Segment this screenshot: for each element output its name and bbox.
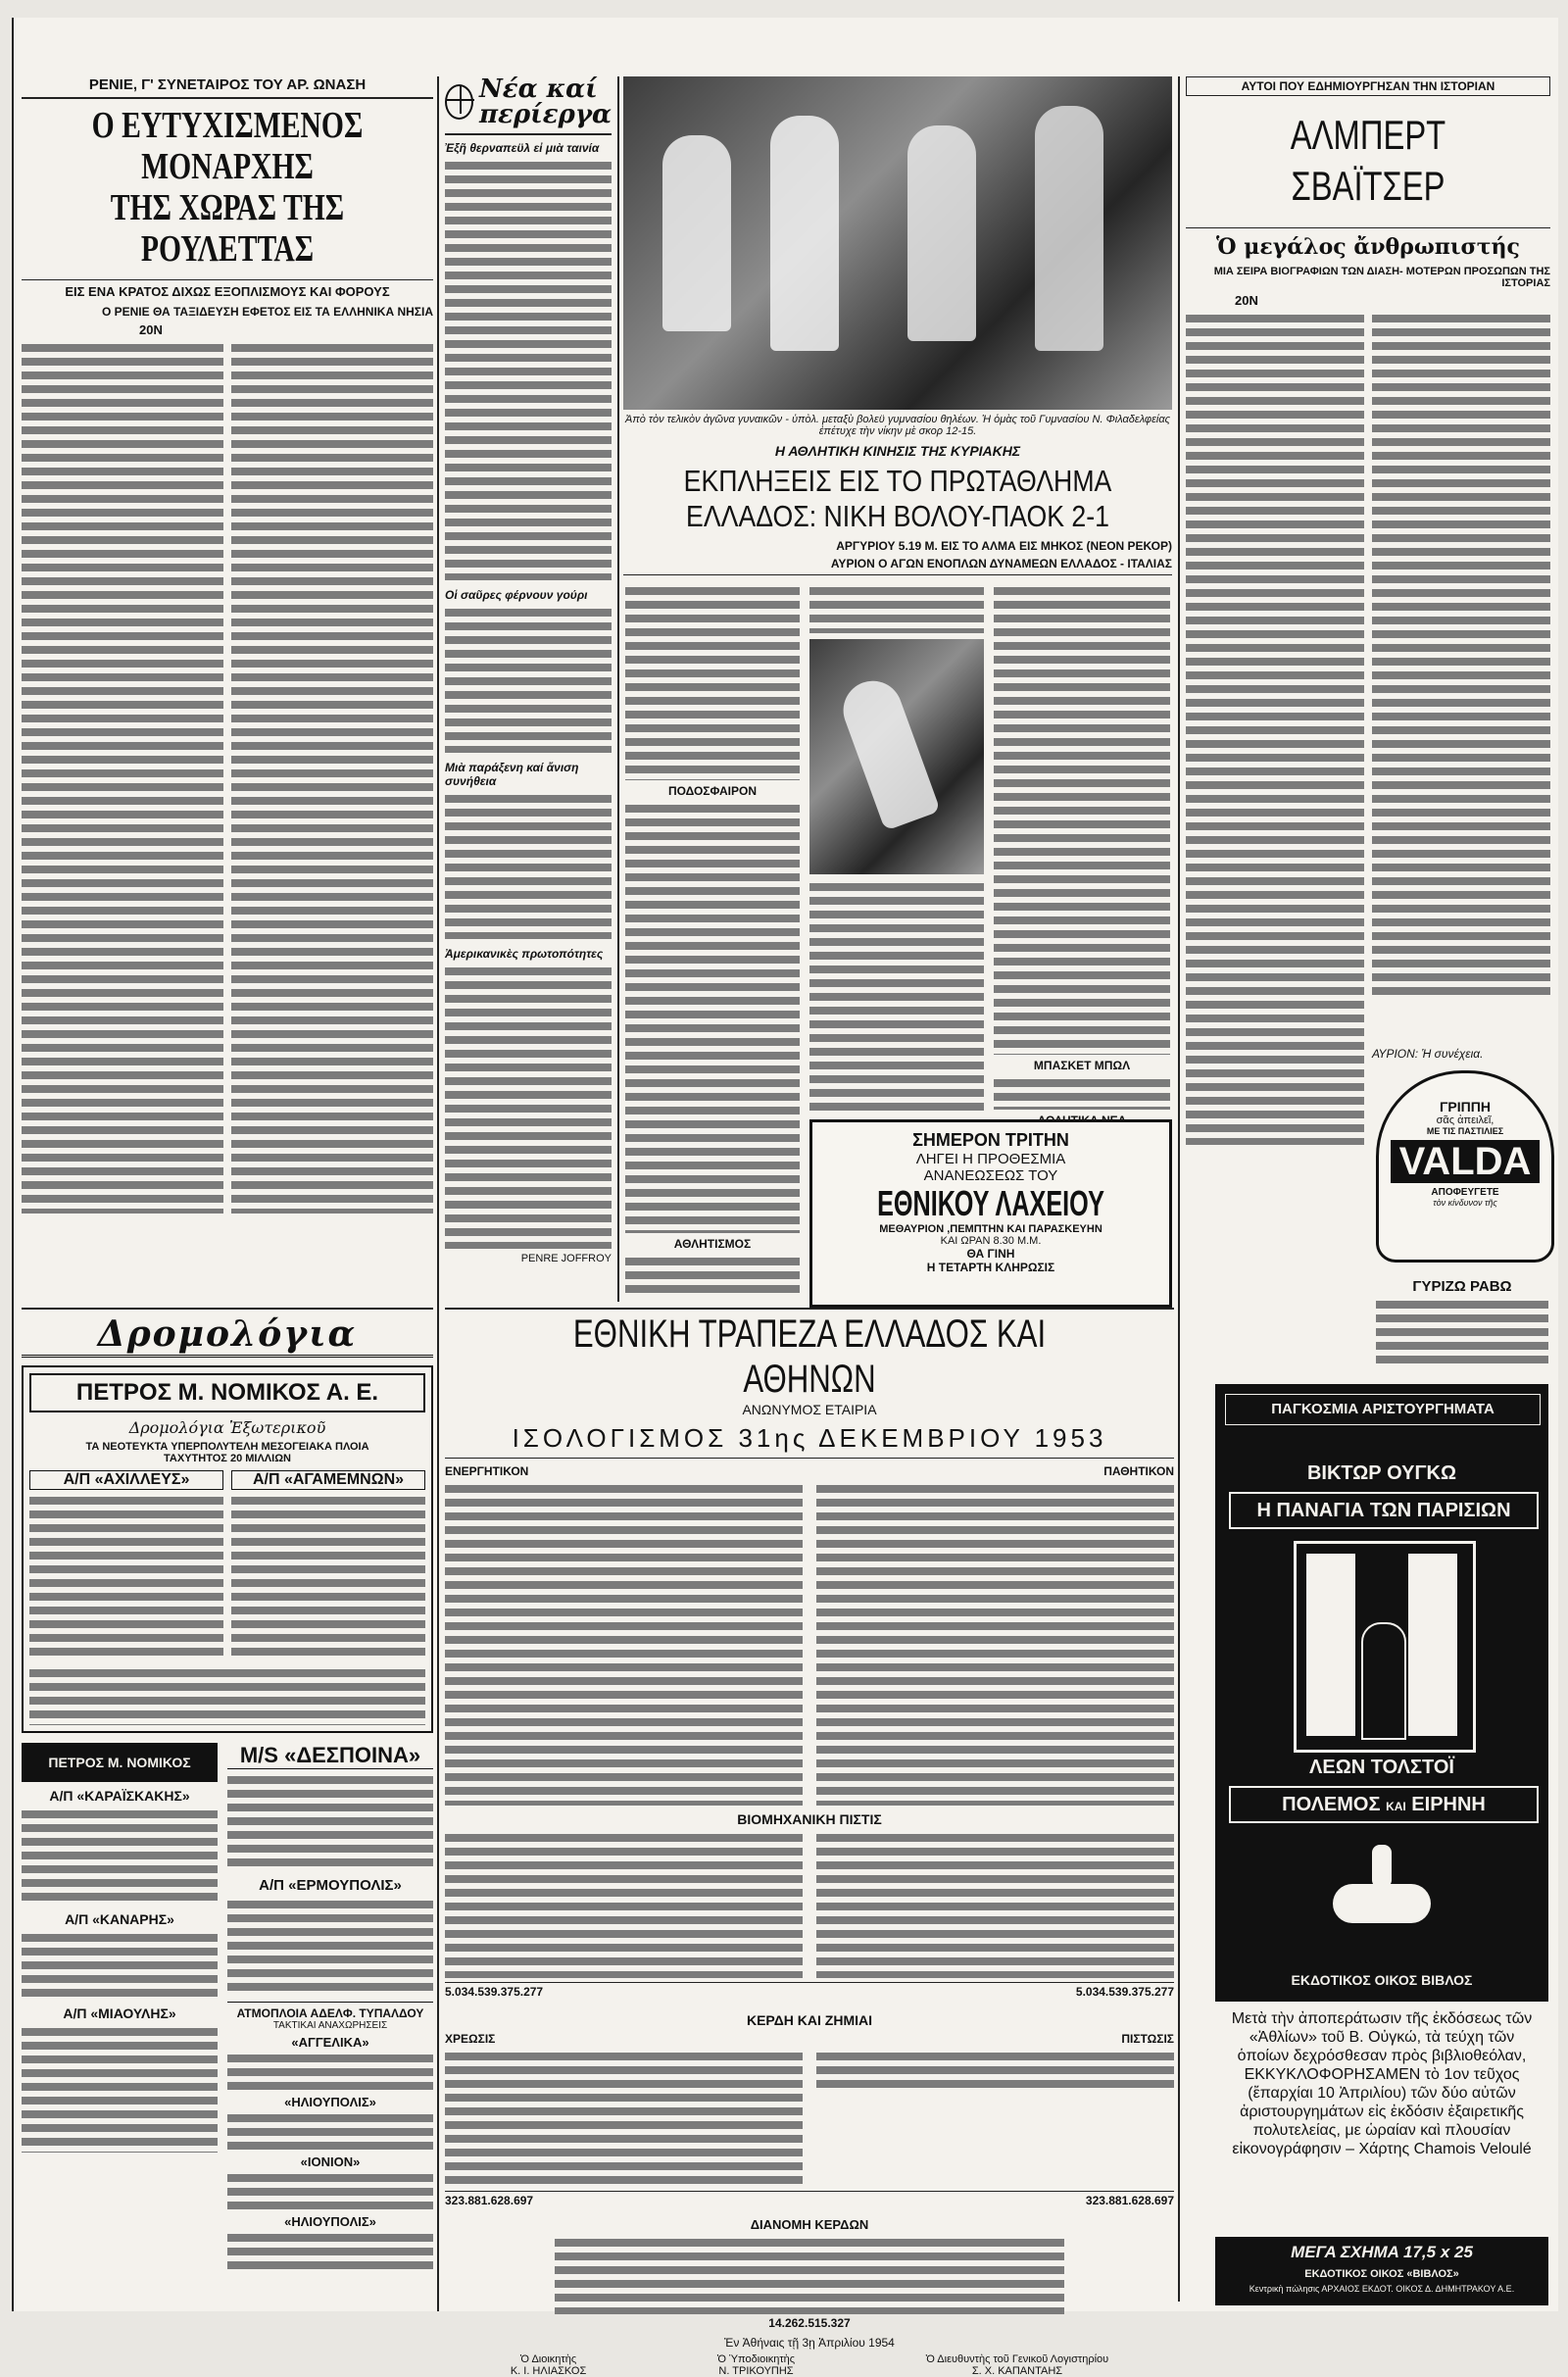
sports-text <box>625 584 800 780</box>
sports-text <box>994 1076 1170 1110</box>
ship-schedule <box>231 1494 425 1660</box>
bank-title: ΕΘΝΙΚΗ ΤΡΑΠΕΖΑ ΕΛΛΑΔΟΣ ΚΑΙ ΑΘΗΝΩΝ <box>572 1312 1047 1401</box>
article-subtitle: Ὁ μεγάλος ἄνθρωπιστής <box>1186 227 1550 260</box>
signatory-role: Ὁ Ὑποδιοικητὴς <box>716 2353 796 2365</box>
lottery-line: ΣΗΜΕΡΟΝ ΤΡΙΤΗΝ <box>912 1130 1069 1150</box>
cathedral-icon <box>1294 1541 1476 1753</box>
column-rule <box>437 76 439 1302</box>
debits-heading: ΧΡΕΩΣΙΣ <box>445 2032 496 2046</box>
assets-entries <box>445 1482 803 1806</box>
ship-schedule <box>227 2111 433 2151</box>
ship-name: Μ/S «ΔΕΣΠΟΙΝΑ» <box>227 1743 433 1769</box>
column-brand-line1: Νέα καί <box>479 74 598 104</box>
industrial-entries <box>816 1831 1174 1978</box>
pl-entries <box>816 2050 1174 2089</box>
sports-text <box>809 880 984 1115</box>
ship-schedule <box>22 1931 218 2000</box>
article-body-text <box>1186 312 1364 1145</box>
signatory-name: Κ. Ι. ΗΛΙΑΣΚΟΣ <box>510 2365 587 2377</box>
signatory-role: Ὁ Διευθυντὴς τοῦ Γενικοῦ Λογιστηρίου <box>925 2353 1109 2365</box>
valda-text: ΑΠΟΦΕΥΓΕΤΕ <box>1431 1187 1499 1198</box>
valda-text: ΓΡΙΠΠΗ <box>1440 1099 1491 1114</box>
book-ad <box>1215 1384 1548 2305</box>
horseman-icon <box>1303 1835 1460 1953</box>
book-banner: ΠΑΓΚΟΣΜΙΑ ΑΡΙΣΤΟΥΡΓΗΜΑΤΑ <box>1225 1394 1541 1425</box>
sports-subhead: ΑΘΛΗΤΙΣΜΟΣ <box>673 1237 752 1251</box>
section-rule <box>22 1308 433 1310</box>
ship-schedule <box>22 1808 218 1906</box>
ship-name: Α/Π «ΑΓΑΜΕΜΝΩΝ» <box>231 1470 425 1490</box>
sports-subhead: ΠΟΔΟΣΦΑΙΡΟΝ <box>667 784 758 798</box>
photo-caption: Ἀπὸ τὸν τελικὸν ἀγῶνα γυναικῶν - ὑπὸλ. μεταξὺ βολεϋ γυμνασίου θηλέων. Ἡ ὁμὰς τοῦ Γυμνασίου Ν. Φιλαδελφείας ἐπέτυχε τὴν νίκην μὲ σκορ 12-15. <box>625 414 1170 437</box>
nomikos-banner: ΠΕΤΡΟΣ Μ. ΝΟΜΙΚΟΣ <box>22 1743 218 1782</box>
lottery-line: Η ΤΕΤΑΡΤΗ ΚΛΗΡΩΣΙΣ <box>926 1261 1055 1274</box>
article-body-text <box>22 341 223 1213</box>
ship-name: Α/Π «ΑΧΙΛΛΕΥΣ» <box>29 1470 223 1490</box>
curiosity-heading: Οἱ σαῦρες φέρνουν γούρι <box>445 588 588 602</box>
liabilities-heading: ΠΑΘΗΤΙΚΟΝ <box>1103 1464 1174 1478</box>
distribution-total: 14.262.515.327 <box>768 2316 851 2330</box>
column-brand-line2: περίεργα <box>479 100 612 129</box>
signatory-name: Ν. ΤΡΙΚΟΥΠΗΣ <box>718 2365 794 2377</box>
article-title-line2: ΤΗΣ ΧΩΡΑΣ ΤΗΣ ΡΟΥΛΕΤΤΑΣ <box>110 187 345 270</box>
credits-heading: ΠΙΣΤΩΣΙΣ <box>1121 2032 1174 2046</box>
lottery-line: ΑΝΑΝΕΩΣΕΩΣ ΤΟΥ <box>923 1167 1058 1184</box>
ship-name: «ΑΓΓΕΛΙΚΑ» <box>291 2035 369 2050</box>
classified-title: ΓΥΡΙΖΩ ΡΑΒΩ <box>1412 1278 1512 1295</box>
article-subtitle: ΕΙΣ ΕΝΑ ΚΡΑΤΟΣ ΔΙΧΩΣ ΕΞΟΠΛΙΣΜΟΥΣ ΚΑΙ ΦΟΡΟΥΣ <box>22 279 433 299</box>
sports-subhead: ΜΠΑΣΚΕΤ ΜΠΩΛ <box>1033 1059 1131 1072</box>
signatory-role: Ὁ Διοικητὴς <box>519 2353 577 2365</box>
book-size: ΜΕΓΑ ΣΧΗΜΑ 17,5 x 25 <box>1291 2243 1473 2261</box>
curiosity-text <box>445 159 612 580</box>
curiosity-text <box>445 965 612 1249</box>
article-title-line1: Ο ΕΥΤΥΧΙΣΜΕΝΟΣ ΜΟΝΑΡΧΗΣ <box>91 105 364 187</box>
routes-heading: Δρομολόγια Ἐξωτερικοῦ <box>128 1418 326 1437</box>
article-byline: 20Ν <box>139 322 163 337</box>
article-kicker: ΑΥΤΟΙ ΠΟΥ ΕΔΗΜΙΟΥΡΓΗΣΑΝ ΤΗΝ ΙΣΤΟΡΙΑΝ <box>1186 76 1550 96</box>
ship-name: «ΗΛΙΟΥΠΟΛΙΣ» <box>284 2214 376 2229</box>
column-signature: PENRE JOFFROY <box>520 1253 612 1264</box>
ship-schedule <box>227 2052 433 2091</box>
section-heading: ΚΕΡΔΗ ΚΑΙ ΖΗΜΙΑΙ <box>746 2012 873 2028</box>
article-kicker: ΡΕΝΙΕ, Γ' ΣΥΝΕΤΑΙΡΟΣ ΤΟΥ ΑΡ. ΩΝΑΣΗ <box>22 76 433 99</box>
section-rule <box>445 1308 1174 1310</box>
book-title-part: ΕΙΡΗΝΗ <box>1411 1794 1486 1815</box>
balance-total: 5.034.539.375.277 <box>445 1985 544 1999</box>
book-title-part: Η ΠΑΝΑΓΙΑ <box>1256 1500 1365 1521</box>
book-description: Μετὰ τὴν ἀποπεράτωσιν τῆς ἐκδόσεως τῶν «Ἀθλίων» τοῦ Β. Οὐγκώ, τὰ τεύχη τῶν ὁποίων δεχρόσθεσαν πρὸς βιβλιοθεόλαν, ΕΚΚΥΚΛΟΦΟΡΗΣΑΜΕΝ τὸ 1ον τεῦχος (ἔπαρχίαι 10 Ἀπριλίου) τῶν δύο αὐτῶν ἀριστουργημάτων εἰς ἐκδόσιν ἐξαιρετικῆς πολυτελείας, με ὡραίαν καὶ πλουσίαν εἰκονογράφησιν – Χάρτης Chamois Veloulé <box>1215 2002 1548 2237</box>
ship-schedule <box>227 2231 433 2270</box>
book-footer: Κεντρικὴ πώλησις ΑΡΧΑΙΟΣ ΕΚΔΟΤ. ΟΙΚΟΣ Δ. ΔΗΜΗΤΡΑΚΟΥ Α.Ε. <box>1249 2284 1515 2294</box>
column-rule <box>617 76 619 1302</box>
book-title-part: ΤΩΝ ΠΑΡΙΣΙΩΝ <box>1369 1500 1511 1521</box>
section-heading: ΒΙΟΜΗΧΑΝΙΚΗ ΠΙΣΤΙΣ <box>737 1811 882 1827</box>
curiosity-heading: Μιὰ παράξενη καί ἄνιση συνήθεια <box>445 761 579 788</box>
bank-subtitle: ΑΝΩΝΥΜΟΣ ΕΤΑΙΡΙΑ <box>742 1402 877 1417</box>
book-title <box>1229 1492 1539 1529</box>
nomikos-ad <box>22 1365 433 1733</box>
ship-notes <box>29 1666 425 1725</box>
lottery-line: ΘΑ ΓΙΝΗ <box>966 1247 1015 1261</box>
article-deck: Ο ΡΕΝΙΕ ΘΑ ΤΑΞΙΔΕΥΣΗ ΕΦΕΤΟΣ ΕΙΣ ΤΑ ΕΛΛΗΝΙΚΑ ΝΗΣΙΑ <box>101 305 433 319</box>
company-name: ΑΤΜΟΠΛΟΙΑ ΑΔΕΛΦ. ΤΥΠΑΛΔΟΥ <box>227 2002 433 2020</box>
company-name: ΠΕΤΡΟΣ Μ. ΝΟΜΙΚΟΣ Α. Ε. <box>29 1373 425 1412</box>
column-rule <box>437 1302 439 2311</box>
curiosity-heading: Ἐξῆ θερναπεϋλ εἰ μιὰ ταινία <box>445 141 600 155</box>
valda-ad <box>1376 1070 1554 1263</box>
tagline: ΤΑΧΥΤΗΤΟΣ 20 ΜΙΛΛΙΩΝ <box>164 1453 291 1464</box>
column-rule <box>1178 76 1180 2302</box>
bank-balance-sheet <box>445 1312 1174 2377</box>
ship-schedule <box>227 2171 433 2210</box>
sports-text <box>994 584 1170 1055</box>
sports-photo <box>623 76 1172 410</box>
ship-schedule <box>227 1773 433 1871</box>
valda-text: σᾶς ἀπειλεῖ, <box>1436 1114 1494 1126</box>
ship-name: Α/Π «ΜΙΑΟΥΛΗΣ» <box>63 2006 176 2021</box>
pl-total: 323.881.628.697 <box>445 2194 534 2207</box>
valda-brand: VALDA <box>1391 1140 1540 1183</box>
sports-title-line1: ΕΚΠΛΗΞΕΙΣ ΕΙΣ ΤΟ ΠΡΩΤΑΘΛΗΜΑ <box>683 464 1112 498</box>
ship-name: Α/Π «ΚΑΝΑΡΗΣ» <box>65 1911 174 1927</box>
ship-schedule <box>29 1494 223 1660</box>
lottery-line: ΚΑΙ ΩΡΑΝ 8.30 Μ.Μ. <box>940 1235 1042 1247</box>
lottery-title: ΕΘΝΙΚΟΥ ΛΑΧΕΙΟΥ <box>877 1183 1104 1223</box>
lottery-ad <box>809 1119 1172 1308</box>
bank-place-date: Ἐν Ἀθήναις τῇ 3ῃ Ἀπριλίου 1954 <box>724 2336 895 2350</box>
curiosity-text <box>445 792 612 939</box>
article-deck: ΜΙΑ ΣΕΙΡΑ ΒΙΟΓΡΑΦΙΩΝ ΤΩΝ ΔΙΑΣΗ- ΜΟΤΕΡΩΝ ΠΡΟΣΩΠΩΝ ΤΗΣ ΙΣΤΟΡΙΑΣ <box>1213 266 1550 289</box>
article-body-text <box>1372 312 1550 998</box>
balance-title: ΙΣΟΛΟΓΙΣΜΟΣ 31ης ΔΕΚΕΜΒΡΙΟΥ 1953 <box>445 1423 1174 1459</box>
section-heading: ΔΙΑΝΟΜΗ ΚΕΡΔΩΝ <box>750 2217 869 2232</box>
article-title: ΑΛΜΠΕΡΤ ΣΒΑΪΤΣΕΡ <box>1290 112 1446 209</box>
book-publisher: ΕΚΔΟΤΙΚΟΣ ΟΙΚΟΣ ΒΙΒΛΟΣ <box>1291 1972 1473 1988</box>
industrial-entries <box>445 1831 803 1978</box>
lottery-line: ΜΕΘΑΥΡΙΟΝ ,ΠΕΜΠΤΗΝ ΚΑΙ ΠΑΡΑΣΚΕΥΗΝ <box>879 1223 1102 1235</box>
ship-schedule <box>22 2025 218 2153</box>
schedules-header: Δρομολόγια <box>22 1313 433 1358</box>
monaco-article <box>22 76 433 1213</box>
classified-text <box>1376 1298 1548 1366</box>
sports-text <box>625 1255 800 1298</box>
book-title <box>1229 1786 1539 1823</box>
continued-note: ΑΥΡΙΟΝ: Ἡ συνέχεια. <box>1372 1047 1484 1061</box>
valda-text: τὸν κίνδυνον τῆς <box>1433 1198 1497 1208</box>
ship-name: Α/Π «ΕΡΜΟΥΠΟΛΙΣ» <box>259 1877 402 1894</box>
sports-deck1: ΑΡΓΥΡΙΟΥ 5.19 Μ. ΕΙΣ ΤΟ ΑΛΜΑ ΕΙΣ ΜΗΚΟΣ (ΝΕΟΝ ΡΕΚΟΡ) <box>836 539 1172 553</box>
ship-name: «ΙΟΝΙΟΝ» <box>300 2154 361 2169</box>
newspaper-page <box>12 18 1558 2377</box>
distribution-entries <box>555 2236 1064 2314</box>
sports-title-line2: ΕΛΛΑΔΟΣ: ΝΙΚΗ ΒΟΛΟΥ-ΠΑΟΚ 2-1 <box>686 499 1109 533</box>
balance-total: 5.034.539.375.277 <box>1075 1985 1174 1999</box>
valda-text: ΜΕ ΤΙΣ ΠΑΣΤΙΛΙΕΣ <box>1426 1126 1504 1136</box>
curiosity-text <box>445 606 612 753</box>
book-title-part: ΚΑΙ <box>1386 1800 1406 1813</box>
ship-name: Α/Π «ΚΑΡΑΪΣΚΑΚΗΣ» <box>49 1788 190 1804</box>
sports-text <box>809 584 984 633</box>
shipping-schedules <box>22 1313 433 2305</box>
ship-name: «ΗΛΙΟΥΠΟΛΙΣ» <box>284 2095 376 2109</box>
book-footer: ΕΚΔΟΤΙΚΟΣ ΟΙΚΟΣ «ΒΙΒΛΟΣ» <box>1304 2268 1459 2280</box>
sports-kicker: Η ΑΘΛΗΤΙΚΗ ΚΙΝΗΣΙΣ ΤΗΣ ΚΥΡΙΑΚΗΣ <box>774 443 1021 459</box>
athlete-photo <box>809 639 984 874</box>
sports-text <box>625 802 800 1233</box>
pl-entries <box>445 2050 803 2187</box>
pl-total: 323.881.628.697 <box>1085 2194 1174 2207</box>
liabilities-entries <box>816 1482 1174 1806</box>
sports-deck2: ΑΥΡΙΟΝ Ο ΑΓΩΝ ΕΝΟΠΛΩΝ ΔΥΝΑΜΕΩΝ ΕΛΛΑΔΟΣ - ΙΤΑΛΙΑΣ <box>623 557 1172 575</box>
assets-heading: ΕΝΕΡΓΗΤΙΚΟΝ <box>445 1464 529 1478</box>
ship-schedule <box>227 1898 433 1996</box>
article-byline: 20Ν <box>1235 293 1258 308</box>
book-author: ΒΙΚΤΩΡ ΟΥΓΚΩ <box>1306 1462 1457 1484</box>
signatory-name: Σ. Χ. ΚΑΠΑΝΤΑΗΣ <box>971 2365 1063 2377</box>
company-subtitle: ΤΑΚΤΙΚΑΙ ΑΝΑΧΩΡΗΣΕΙΣ <box>272 2020 388 2031</box>
curiosities-column <box>445 76 612 1264</box>
lottery-line: ΛΗΓΕΙ Η ΠΡΟΘΕΣΜΙΑ <box>915 1151 1066 1167</box>
schweitzer-article <box>1186 76 1550 1145</box>
book-title-part: ΠΟΛΕΜΟΣ <box>1282 1794 1381 1815</box>
globe-icon <box>445 84 473 120</box>
curiosity-heading: Ἀμερικανικὲς πρωτοπότητες <box>445 947 604 961</box>
book-author: ΛΕΩΝ ΤΟΛΣΤΟΪ <box>1309 1757 1454 1778</box>
tagline: ΤΑ ΝΕΟΤΕΥΚΤΑ ΥΠΕΡΠΟΛΥΤΕΛΗ ΜΕΣΟΓΕΙΑΚΑ ΠΛΟΙΑ <box>85 1441 369 1453</box>
article-body-text <box>231 341 433 1213</box>
